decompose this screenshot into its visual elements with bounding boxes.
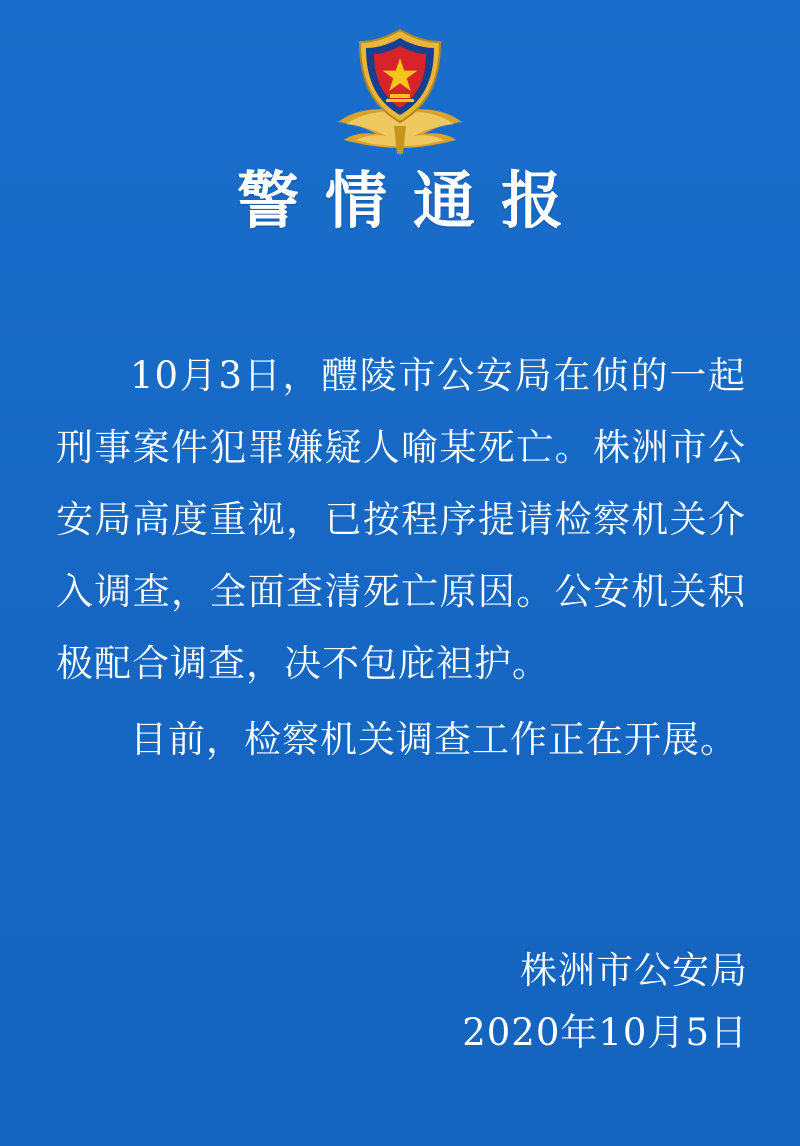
notice-paragraph-1: 10月3日，醴陵市公安局在侦的一起刑事案件犯罪嫌疑人喻某死亡。株洲市公安局高度重视，已按程序提请检察机关介入调查，全面查清死亡原因。公安机关积极配合调查，决不包庇袒护。 — [56, 354, 746, 685]
emblem-container — [0, 26, 800, 158]
page-title: 警情通报 — [236, 164, 589, 237]
signature-block — [58, 940, 748, 1064]
police-badge-icon — [320, 26, 480, 158]
signature-date: 2020年10月5日 — [462, 1011, 748, 1054]
signature-organization: 株洲市公安局 — [520, 949, 748, 992]
notice-paragraph-2: 目前，检察机关调查工作正在开展。 — [130, 718, 738, 761]
notice-body — [56, 340, 746, 780]
